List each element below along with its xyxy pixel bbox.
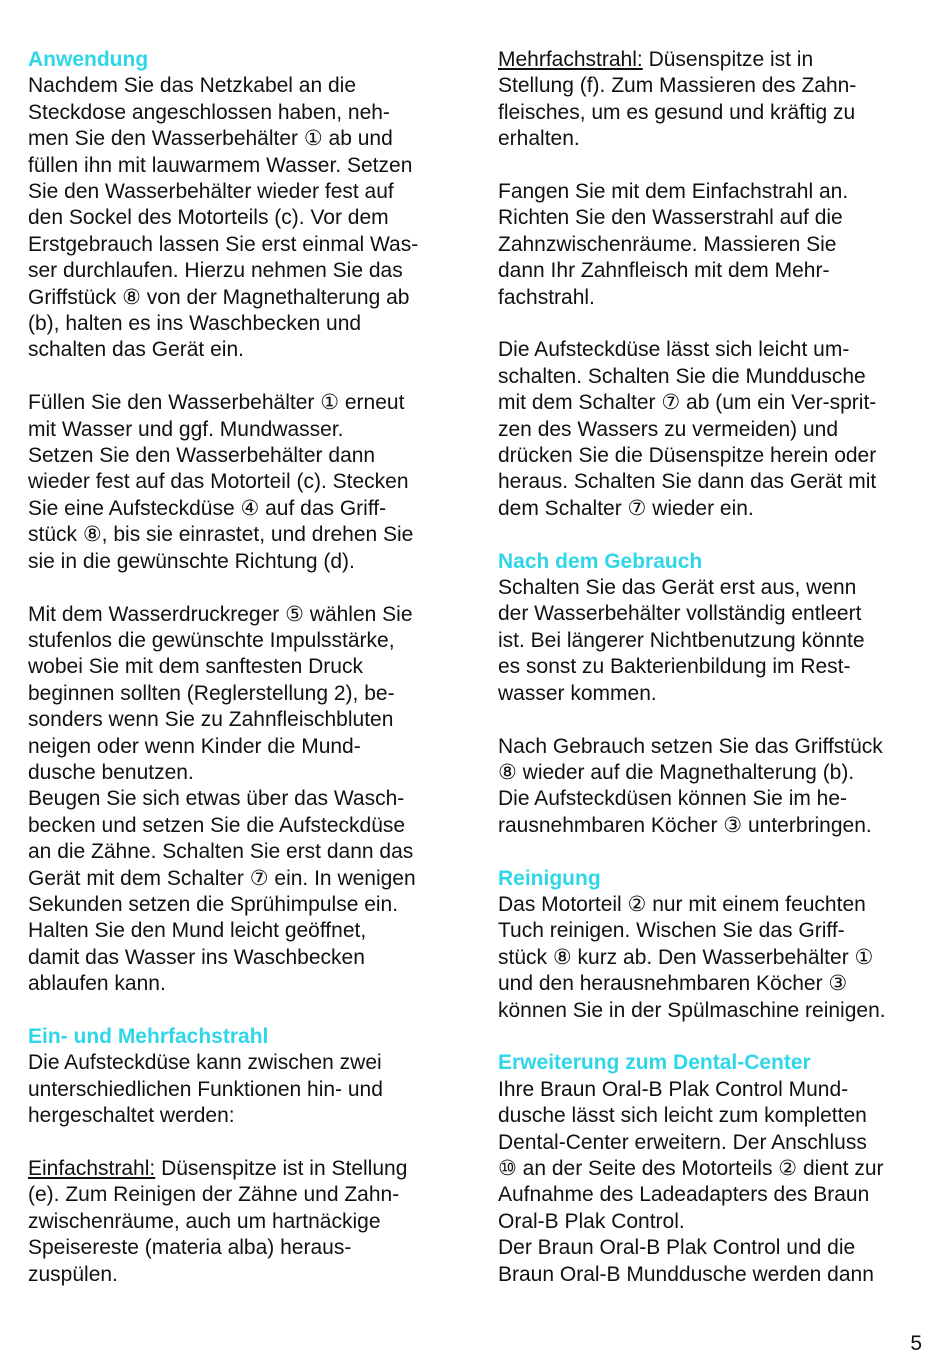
paragraph <box>498 337 928 522</box>
text-line: Die Aufsteckdüse kann zwischen zwei <box>28 1051 382 1075</box>
text-line: Die Aufsteckdüsen können Sie im he- <box>498 787 848 811</box>
paragraph <box>28 1050 468 1129</box>
text-line: Halten Sie den Mund leicht geöffnet, <box>28 919 367 943</box>
text-line: dusche lässt sich leicht zum kompletten <box>498 1104 867 1128</box>
text-line: zwischenräume, auch um hartnäckige <box>28 1209 381 1233</box>
text-line: zen des Wassers zu vermeiden) und <box>498 417 839 441</box>
text-line: an die Zähne. Schalten Sie erst dann das <box>28 840 414 864</box>
text-line: beginnen sollten (Reglerstellung 2), be- <box>28 681 395 705</box>
text-line: neigen oder wenn Kinder die Mund- <box>28 734 361 758</box>
text-line: füllen ihn mit lauwarmem Wasser. Setzen <box>28 153 413 177</box>
text-line: Sie den Wasserbehälter wieder fest auf <box>28 180 394 204</box>
text-line: stufenlos die gewünschte Impulsstärke, <box>28 628 395 652</box>
section-heading-erweiterung: Erweiterung zum Dental-Center <box>498 1051 811 1075</box>
text-line: Füllen Sie den Wasserbehälter ① erneut <box>28 391 405 415</box>
text-line: Nachdem Sie das Netzkabel an die <box>28 74 357 98</box>
text-line: erhalten. <box>498 127 580 151</box>
text-line: sonders wenn Sie zu Zahnfleischbluten <box>28 708 394 732</box>
einfachstrahl-text: Düsenspitze ist in Stellung <box>155 1157 408 1180</box>
text-line: Mit dem Wasserdruckreger ⑤ wählen Sie <box>28 602 413 626</box>
section-heading-anwendung: Anwendung <box>28 48 149 71</box>
mehrfachstrahl-line <box>498 47 928 73</box>
text-line: becken und setzen Sie die Aufsteckdüse <box>28 813 406 837</box>
text-line: Braun Oral-B Munddusche werden dann <box>498 1262 874 1286</box>
text-line: wobei Sie mit dem sanftesten Druck <box>28 655 363 679</box>
paragraph <box>498 734 928 840</box>
text-line: Das Motorteil ② nur mit einem feuchten <box>498 892 866 916</box>
section-heading-gebrauch: Nach dem Gebrauch <box>498 549 703 573</box>
text-line: den Sockel des Motorteils (c). Vor dem <box>28 206 389 230</box>
text-line: Nach Gebrauch setzen Sie das Griffstück <box>498 734 883 758</box>
text-line: Speisereste (materia alba) heraus- <box>28 1236 352 1260</box>
text-line: unterschiedlichen Funktionen hin- und <box>28 1077 383 1101</box>
paragraph <box>498 1077 928 1288</box>
text-line: fleisches, um es gesund und kräftig zu <box>498 100 856 124</box>
text-line: stück ⑧ kurz ab. Den Wasserbehälter ① <box>498 945 874 969</box>
text-line: Stellung (f). Zum Massieren des Zahn- <box>498 74 857 98</box>
mehrfachstrahl-label: Mehrfachstrahl: <box>498 48 643 71</box>
text-line: Tuch reinigen. Wischen Sie das Griff- <box>498 919 845 943</box>
text-line: ser durchlaufen. Hierzu nehmen Sie das <box>28 259 403 283</box>
text-line: dann Ihr Zahnfleisch mit dem Mehr- <box>498 259 830 283</box>
paragraph <box>498 892 928 1024</box>
text-line: Aufnahme des Ladeadapters des Braun <box>498 1183 870 1207</box>
text-line: (e). Zum Reinigen der Zähne und Zahn- <box>28 1183 400 1207</box>
text-line: ⑧ wieder auf die Magnethalterung (b). <box>498 760 855 784</box>
text-line: Beugen Sie sich etwas über das Wasch- <box>28 787 405 811</box>
paragraph <box>498 73 928 152</box>
text-line: Der Braun Oral-B Plak Control und die <box>498 1236 856 1260</box>
text-line: Steckdose angeschlossen haben, neh- <box>28 100 390 124</box>
paragraph <box>498 575 928 707</box>
page-number: 5 <box>910 1332 922 1355</box>
text-line: Zahnzwischenräume. Massieren Sie <box>498 232 837 256</box>
text-line: fachstrahl. <box>498 285 595 309</box>
section-heading-reinigung: Reinigung <box>498 866 601 890</box>
text-line: sie in die gewünschte Richtung (d). <box>28 549 355 573</box>
text-line: wasser kommen. <box>498 681 657 705</box>
paragraph <box>28 1182 468 1288</box>
text-line: mit dem Schalter ⑦ ab (um ein Ver-sprit- <box>498 391 877 415</box>
text-line: Schalten Sie das Gerät erst aus, wenn <box>498 576 857 600</box>
text-line: Die Aufsteckdüse lässt sich leicht um- <box>498 338 850 362</box>
right-column <box>498 47 928 1288</box>
text-line: Sekunden setzen die Sprühimpulse ein. <box>28 892 399 916</box>
text-line: ist. Bei längerer Nichtbenutzung könnte <box>498 628 865 652</box>
text-line: mit Wasser und ggf. Mundwasser. <box>28 417 344 441</box>
text-line: schalten. Schalten Sie die Munddusche <box>498 364 866 388</box>
text-line: zuspülen. <box>28 1262 118 1286</box>
text-line: Setzen Sie den Wasserbehälter dann <box>28 444 376 468</box>
text-line: Gerät mit dem Schalter ⑦ ein. In wenigen <box>28 866 416 890</box>
text-line: hergeschaltet werden: <box>28 1104 235 1128</box>
mehrfachstrahl-text: Düsenspitze ist in <box>642 48 814 71</box>
text-line: können Sie in der Spülmaschine reinigen. <box>498 998 886 1022</box>
text-line: damit das Wasser ins Waschbecken <box>28 945 365 969</box>
text-line: Ihre Braun Oral-B Plak Control Mund- <box>498 1077 849 1101</box>
paragraph <box>28 73 468 363</box>
einfachstrahl-line <box>28 1156 468 1182</box>
text-line: ablaufen kann. <box>28 972 166 996</box>
text-line: ⑩ an der Seite des Motorteils ② dient zur <box>498 1156 884 1180</box>
text-line: men Sie den Wasserbehälter ① ab und <box>28 127 393 151</box>
text-line: wieder fest auf das Motorteil (c). Stecken <box>28 470 409 494</box>
section-heading-strahl: Ein- und Mehrfachstrahl <box>28 1024 269 1048</box>
paragraph <box>28 602 468 998</box>
text-line: schalten das Gerät ein. <box>28 338 244 362</box>
text-line: stück ⑧, bis sie einrastet, und drehen Sie <box>28 523 414 547</box>
text-line: es sonst zu Bakterienbildung im Rest- <box>498 655 851 679</box>
text-line: Fangen Sie mit dem Einfachstrahl an. <box>498 180 849 204</box>
left-column <box>28 47 468 1288</box>
paragraph <box>498 179 928 311</box>
einfachstrahl-label: Einfachstrahl: <box>28 1157 156 1180</box>
text-line: Griffstück ⑧ von der Magnethalterung ab <box>28 285 410 309</box>
text-line: Dental-Center erweitern. Der Anschluss <box>498 1130 867 1154</box>
paragraph <box>28 390 468 575</box>
text-line: dem Schalter ⑦ wieder ein. <box>498 496 754 520</box>
text-line: heraus. Schalten Sie dann das Gerät mit <box>498 470 877 494</box>
text-line: und den herausnehmbaren Köcher ③ <box>498 972 848 996</box>
text-line: drücken Sie die Düsenspitze herein oder <box>498 444 877 468</box>
text-line: Oral-B Plak Control. <box>498 1209 685 1233</box>
text-line: Erstgebrauch lassen Sie erst einmal Was- <box>28 232 419 256</box>
text-line: Richten Sie den Wasserstrahl auf die <box>498 206 843 230</box>
text-line: der Wasserbehälter vollständig entleert <box>498 602 862 626</box>
text-line: rausnehmbaren Köcher ③ unterbringen. <box>498 813 872 837</box>
text-line: dusche benutzen. <box>28 760 194 784</box>
text-line: (b), halten es ins Waschbecken und <box>28 312 362 336</box>
text-line: Sie eine Aufsteckdüse ④ auf das Griff- <box>28 496 387 520</box>
